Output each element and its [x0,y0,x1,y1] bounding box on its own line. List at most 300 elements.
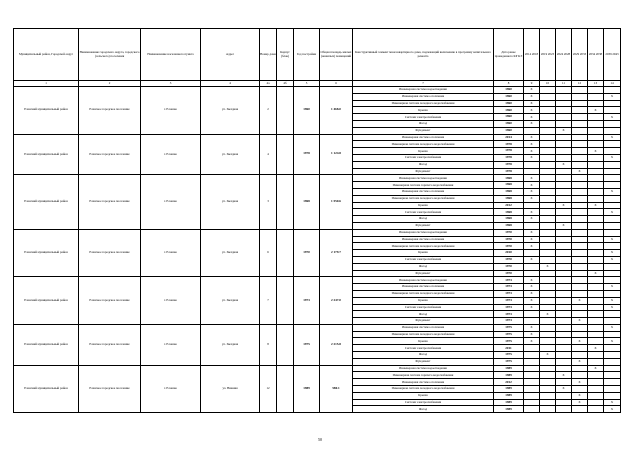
period-mark [604,141,621,148]
building-locality: г. Елошно [141,277,201,325]
previous-repair-date: 1968 [494,209,524,216]
period-mark [588,372,604,379]
period-mark [588,175,604,182]
period-mark [604,311,621,318]
period-mark [540,148,556,155]
period-mark [588,243,604,250]
period-mark [540,209,556,216]
structural-element: Инженерная система водоотведения [353,277,494,284]
structural-element: Инженерная система холодного водоснабжения [353,195,494,202]
period-mark [556,392,572,399]
period-mark: X [524,236,540,243]
period-mark [540,229,556,236]
column-header: 2014 2018 [524,29,540,81]
period-mark: X [556,127,572,134]
building-house: 8 [260,324,277,365]
structural-element: Фасад [353,311,494,318]
period-mark [540,392,556,399]
previous-repair-date: 1975 [494,352,524,359]
period-mark: X [524,148,540,155]
previous-repair-date: 1989 [494,365,524,372]
period-mark [524,222,540,229]
structural-element: Фундамент [353,127,494,134]
previous-repair-date: 1968 [494,182,524,189]
period-mark: X [604,114,621,121]
period-mark [540,277,556,284]
period-mark [540,134,556,141]
column-number: 7 [353,81,494,87]
period-mark: X [572,297,588,304]
period-mark [540,120,556,127]
period-mark: X [556,202,572,209]
previous-repair-date: 1989 [494,406,524,413]
previous-repair-date: 2012 [494,379,524,386]
period-mark [540,87,556,94]
period-mark: X [604,406,621,413]
structural-element: Инженерная система холодного водоснабжения [353,331,494,338]
structural-element: Инженерная система холодного водоснабжения [353,141,494,148]
period-mark: X [572,358,588,365]
structural-element: Инженерная система холодного водоснабжения [353,386,494,393]
period-mark [604,120,621,127]
period-mark: X [604,338,621,345]
period-mark [540,331,556,338]
building-district: Еланский муниципальный район [14,87,79,135]
capital-repair-table [13,28,621,413]
period-mark [524,406,540,413]
period-mark [604,379,621,386]
period-mark: X [604,324,621,331]
structural-element: Инженерная система холодного водоснабжения [353,100,494,107]
period-mark [540,182,556,189]
building-street: ул. Звездная [201,324,260,365]
structural-element: Крыша [353,148,494,155]
previous-repair-date: 1989 [494,386,524,393]
previous-repair-date: 1960 [494,100,524,107]
period-mark [524,270,540,277]
period-mark [572,120,588,127]
building-locality: г. Елошно [141,87,201,135]
structural-element: Система электроснабжения [353,154,494,161]
period-mark [604,331,621,338]
period-mark [604,345,621,352]
page-number: 50 [318,437,322,442]
period-mark [588,209,604,216]
period-mark [572,406,588,413]
period-mark [588,311,604,318]
period-mark [540,365,556,372]
period-mark [588,236,604,243]
column-number: 6 [320,81,353,87]
building-district: Еланский муниципальный район [14,175,79,229]
period-mark [556,243,572,250]
period-mark [572,161,588,168]
column-number: 9 [524,81,540,87]
column-header: Год постройки [294,29,320,81]
period-mark [524,352,540,359]
period-mark: X [540,263,556,270]
building-settlement: Еланское городское поселение [79,87,141,135]
period-mark [572,386,588,393]
period-mark [524,392,540,399]
period-mark [524,365,540,372]
period-mark: X [524,256,540,263]
period-mark: X [524,182,540,189]
period-mark [604,222,621,229]
period-mark [604,277,621,284]
period-mark [572,93,588,100]
period-mark [572,202,588,209]
column-header: Корпус (блок) [277,29,294,81]
period-mark [524,386,540,393]
period-mark [572,324,588,331]
column-header: Конструктивный элемент многоквартирного дома, подлежащий включению в программу капитального ремонта [353,29,494,81]
previous-repair-date: 1975 [494,331,524,338]
period-mark: X [604,399,621,406]
period-mark [540,154,556,161]
period-mark [524,127,540,134]
column-number: 3 [141,81,201,87]
period-mark: X [524,114,540,121]
period-mark: X [524,107,540,114]
period-mark [524,379,540,386]
building-house: 3 [260,175,277,229]
previous-repair-date: 2012 [494,202,524,209]
previous-repair-date: 2014 [494,134,524,141]
period-mark [556,229,572,236]
period-mark [572,270,588,277]
period-mark [556,277,572,284]
building-locality: г. Елошно [141,324,201,365]
period-mark [604,229,621,236]
structural-element: Система электроснабжения [353,399,494,406]
table-row [14,324,621,331]
structural-element: Система электроснабжения [353,304,494,311]
previous-repair-date: 1968 [494,216,524,223]
period-mark: X [604,297,621,304]
structural-element: Система электроснабжения [353,256,494,263]
structural-element: Крыша [353,338,494,345]
period-mark [540,297,556,304]
structural-element: Система электроснабжения [353,114,494,121]
building-korpus [277,365,294,413]
period-mark [524,311,540,318]
structural-element: Инженерная система отопления [353,134,494,141]
period-mark [604,270,621,277]
period-mark [556,352,572,359]
period-mark [524,168,540,175]
period-mark [588,379,604,386]
period-mark [588,114,604,121]
period-mark: X [588,345,604,352]
period-mark: X [604,93,621,100]
structural-element: Фундамент [353,318,494,325]
period-mark [588,338,604,345]
period-mark: X [572,379,588,386]
period-mark: X [604,209,621,216]
building-area: 2 247.0 [320,277,353,325]
period-mark: X [556,222,572,229]
period-mark [556,399,572,406]
period-mark [524,161,540,168]
period-mark [556,304,572,311]
period-mark: X [524,100,540,107]
period-mark [588,154,604,161]
period-mark [524,358,540,365]
period-mark: X [524,141,540,148]
building-house: 12 [260,365,277,413]
period-mark [540,324,556,331]
period-mark [556,120,572,127]
period-mark [540,236,556,243]
period-mark [604,127,621,134]
period-mark [604,392,621,399]
previous-repair-date: 1970 [494,263,524,270]
period-mark: X [588,202,604,209]
period-mark [572,250,588,257]
period-mark [556,250,572,257]
period-mark [604,168,621,175]
period-mark [604,386,621,393]
period-mark [588,250,604,257]
period-mark [588,318,604,325]
period-mark [604,175,621,182]
period-mark [556,87,572,94]
period-mark: X [588,365,604,372]
table-row [14,134,621,141]
structural-element: Фундамент [353,270,494,277]
period-mark [572,236,588,243]
structural-element: Инженерная система горячего водоснабжения [353,182,494,189]
period-mark [572,277,588,284]
column-header: Общая площадь жилых (нежилых) помещений [320,29,353,81]
period-mark [540,386,556,393]
building-district: Еланский муниципальный район [14,134,79,175]
previous-repair-date: 1973 [494,304,524,311]
period-mark [540,114,556,121]
building-area: 1 468.0 [320,87,353,135]
structural-element: Система электроснабжения [353,209,494,216]
structural-element: Крыша [353,297,494,304]
previous-repair-date: 1968 [494,195,524,202]
period-mark: X [604,154,621,161]
period-mark [556,148,572,155]
period-mark [540,290,556,297]
period-mark [556,331,572,338]
previous-repair-date: 1989 [494,399,524,406]
building-area: 1 124.8 [320,134,353,175]
period-mark [588,277,604,284]
period-mark [572,195,588,202]
column-number: 10 [540,81,556,87]
period-mark [524,250,540,257]
column-number: 4 [201,81,260,87]
table-row [14,229,621,236]
period-mark: X [524,297,540,304]
building-year: 1960 [294,87,320,135]
period-mark [572,134,588,141]
period-mark [604,290,621,297]
building-street: ул. Звездная [201,175,260,229]
period-mark [604,195,621,202]
building-street: ул. Нижняя [201,365,260,413]
period-mark [540,216,556,223]
period-mark [556,216,572,223]
period-mark [588,284,604,291]
column-number: 4а [260,81,277,87]
building-area: 580.1 [320,365,353,413]
period-mark: X [540,352,556,359]
period-mark [540,406,556,413]
period-mark [588,406,604,413]
period-mark [524,372,540,379]
structural-element: Инженерная система отопления [353,93,494,100]
period-mark [572,209,588,216]
period-mark [556,107,572,114]
building-street: ул. Звездная [201,229,260,277]
period-mark: X [524,87,540,94]
building-district: Еланский муниципальный район [14,324,79,365]
period-mark [604,365,621,372]
period-mark [588,127,604,134]
period-mark [540,141,556,148]
previous-repair-date: 1970 [494,256,524,263]
building-locality: г. Елошно [141,134,201,175]
previous-repair-date: 1989 [494,392,524,399]
previous-repair-date: 2011 [494,345,524,352]
previous-repair-date: 1975 [494,338,524,345]
period-mark [540,318,556,325]
period-mark [556,358,572,365]
structural-element: Инженерная система отопления [353,324,494,331]
period-mark [572,352,588,359]
previous-repair-date: 1973 [494,297,524,304]
period-mark [588,324,604,331]
structural-element: Фасад [353,216,494,223]
table-row [14,365,621,372]
period-mark [572,290,588,297]
period-mark [588,216,604,223]
building-settlement: Еланское городское поселение [79,277,141,325]
building-street: ул. Звездная [201,134,260,175]
document-page [13,28,620,413]
period-mark: X [572,392,588,399]
period-mark [556,182,572,189]
building-settlement: Еланское городское поселение [79,365,141,413]
period-mark [556,290,572,297]
column-header: 2029 2033 [572,29,588,81]
column-header: 2024 2028 [556,29,572,81]
period-mark [588,93,604,100]
period-mark: X [556,372,572,379]
previous-repair-date: 1975 [494,324,524,331]
period-mark [540,168,556,175]
period-mark [556,345,572,352]
building-area: 1 550.6 [320,175,353,229]
period-mark: X [556,161,572,168]
period-mark [572,182,588,189]
period-mark [556,406,572,413]
period-mark: X [604,284,621,291]
previous-repair-date: 1978 [494,148,524,155]
period-mark [556,338,572,345]
column-header: Муниципальный район, Городской округ [14,29,79,81]
period-mark [588,386,604,393]
previous-repair-date: 1978 [494,168,524,175]
period-mark: X [524,120,540,127]
period-mark [588,134,604,141]
period-mark [524,263,540,270]
period-mark [556,256,572,263]
structural-element: Крыша [353,392,494,399]
previous-repair-date: 1978 [494,154,524,161]
previous-repair-date: 1973 [494,318,524,325]
structural-element: Инженерная система отопления [353,284,494,291]
period-mark: X [540,311,556,318]
period-mark [540,243,556,250]
period-mark [604,182,621,189]
building-settlement: Еланское городское поселение [79,229,141,277]
structural-element: Фасад [353,161,494,168]
period-mark [588,256,604,263]
period-mark [588,120,604,127]
previous-repair-date: 1973 [494,277,524,284]
period-mark [572,175,588,182]
structural-element: Инженерная система отопления [353,379,494,386]
period-mark [588,100,604,107]
period-mark: X [524,243,540,250]
period-mark [572,222,588,229]
structural-element: Крыша [353,250,494,257]
building-street: ул. Звездная [201,87,260,135]
previous-repair-date: 1968 [494,175,524,182]
building-year: 1973 [294,277,320,325]
period-mark: X [524,154,540,161]
previous-repair-date: 1973 [494,290,524,297]
period-mark [556,270,572,277]
column-number: 1 [14,81,79,87]
period-mark [556,188,572,195]
column-number: 11 [556,81,572,87]
previous-repair-date: 1970 [494,236,524,243]
period-mark [524,202,540,209]
period-mark [572,216,588,223]
period-mark [588,87,604,94]
period-mark [588,168,604,175]
period-mark [588,141,604,148]
period-mark: X [524,175,540,182]
period-mark [524,318,540,325]
period-mark [588,399,604,406]
period-mark: X [556,386,572,393]
period-mark [556,134,572,141]
column-header: Номер дома [260,29,277,81]
table-row [14,277,621,284]
previous-repair-date: 1973 [494,284,524,291]
period-mark [556,154,572,161]
period-mark: X [588,270,604,277]
period-mark [540,284,556,291]
building-street: ул. Звездная [201,277,260,325]
building-settlement: Еланское городское поселение [79,324,141,365]
period-mark [540,175,556,182]
building-area: 2 215.8 [320,324,353,365]
building-year: 1968 [294,175,320,229]
building-area: 2 179.7 [320,229,353,277]
period-mark [556,175,572,182]
period-mark: X [572,168,588,175]
period-mark: X [604,188,621,195]
